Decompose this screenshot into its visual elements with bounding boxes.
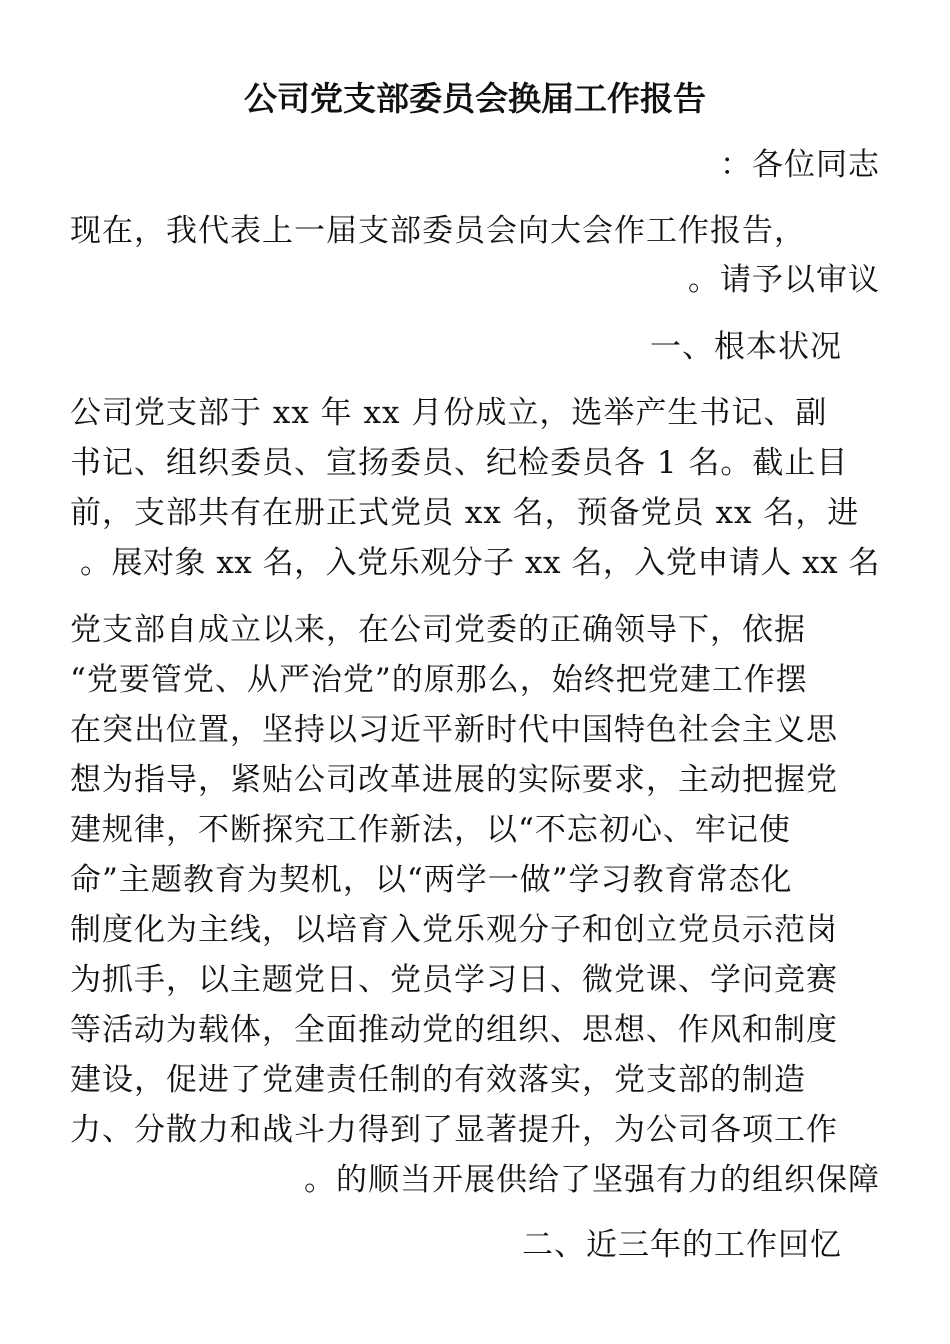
para2-line-5: 建规律，不断探究工作新法，以“不忘初心、牢记使 (70, 812, 791, 848)
para2-line-7: 制度化为主线，以培育入党乐观分子和创立党员示范岗 (70, 912, 838, 948)
para1-line-4: 。展对象 xx 名，入党乐观分子 xx 名，入党申请人 xx 名 (79, 545, 880, 581)
para1-line-3: 前，支部共有在册正式党员 xx 名，预备党员 xx 名，进 (70, 495, 860, 531)
section-heading-1: 一、根本状况 (650, 329, 842, 365)
para2-line-8: 为抓手，以主题党日、党员学习日、微党课、学问竞赛 (70, 962, 838, 998)
para2-line-2: “党要管党、从严治党”的原那么，始终把党建工作摆 (70, 662, 808, 698)
para1-line-2: 书记、组织委员、宣扬委员、纪检委员各 1 名。截止目 (70, 445, 849, 481)
para2-line-9: 等活动为载体，全面推动党的组织、思想、作风和制度 (70, 1012, 838, 1048)
para2-line-10: 建设，促进了党建责任制的有效落实，党支部的制造 (70, 1062, 806, 1098)
salutation: ：各位同志 (720, 147, 880, 183)
intro-line-2: 。请予以审议 (688, 262, 880, 298)
para2-line-6: 命”主题教育为契机，以“两学一做”学习教育常态化 (70, 862, 793, 898)
para2-line-4: 想为指导，紧贴公司改革进展的实际要求，主动把握党 (70, 762, 838, 798)
section-heading-2: 二、近三年的工作回忆 (522, 1227, 842, 1263)
para2-line-1: 党支部自成立以来，在公司党委的正确领导下，依据 (70, 612, 806, 648)
para2-line-3: 在突出位置，坚持以习近平新时代中国特色社会主义思 (70, 712, 838, 748)
intro-line-1: 现在，我代表上一届支部委员会向大会作工作报告， (70, 213, 806, 249)
para2-line-11: 力、分散力和战斗力得到了显著提升，为公司各项工作 (70, 1112, 838, 1148)
document-title: 公司党支部委员会换届工作报告 (244, 79, 706, 118)
para2-line-12: 。的顺当开展供给了坚强有力的组织保障 (304, 1162, 880, 1198)
para1-line-1: 公司党支部于 xx 年 xx 月份成立，选举产生书记、副 (70, 395, 828, 431)
